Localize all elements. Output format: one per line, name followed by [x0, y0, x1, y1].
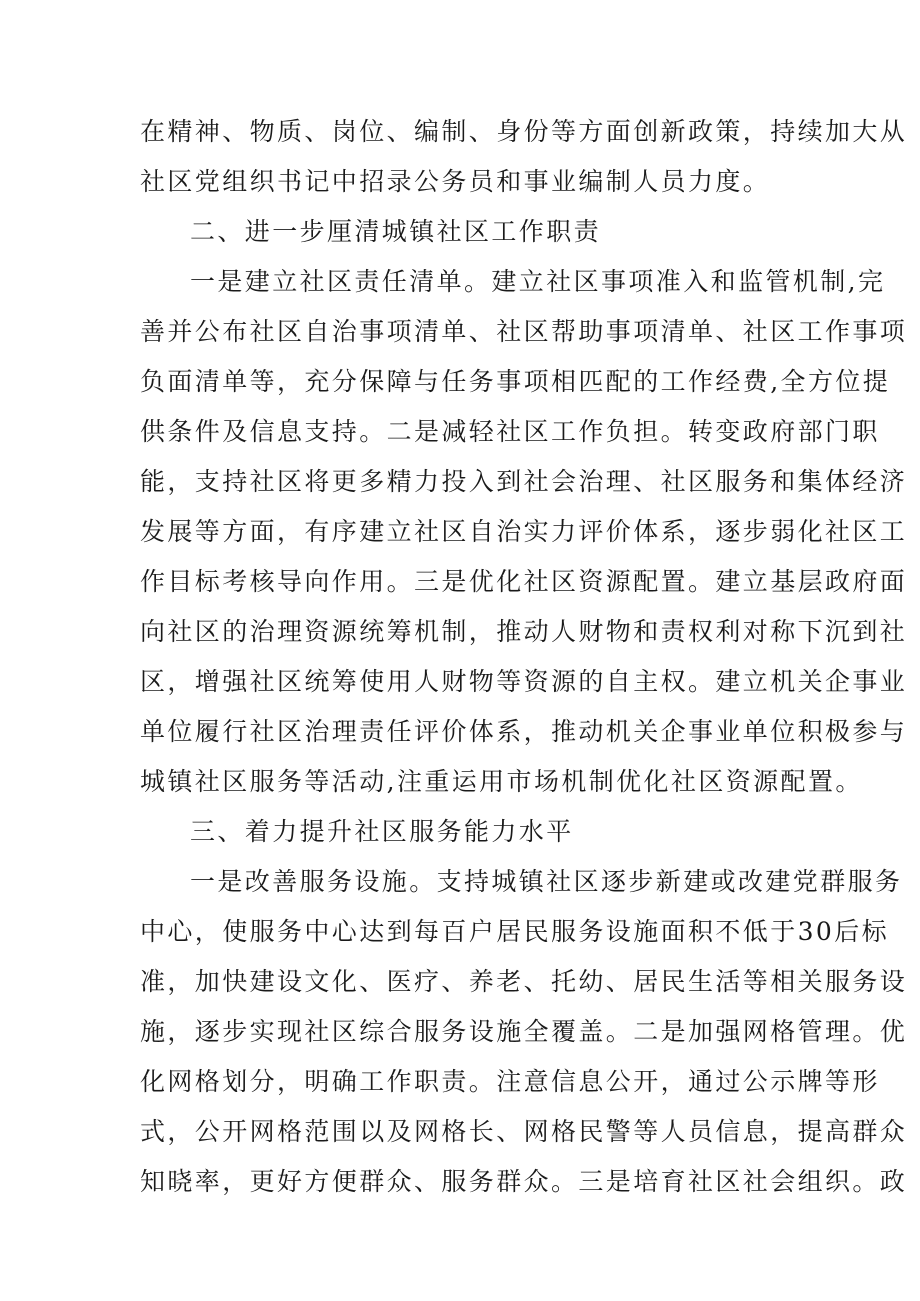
- section-heading: 三、着力提升社区服务能力水平: [190, 817, 574, 846]
- text-line: 知晓率，更好方便群众、服务群众。三是培育社区社会组织。政: [140, 1167, 908, 1196]
- text-line: 准，加快建设文化、医疗、养老、托幼、居民生活等相关服务设: [140, 967, 908, 996]
- text-line: 能，支持社区将更多精力投入到社会治理、社区服务和集体经济: [140, 467, 908, 496]
- text-line: 城镇社区服务等活动,注重运用市场机制优化社区资源配置。: [140, 767, 863, 796]
- text-line: 单位履行社区治理责任评价体系，推动机关企事业单位积极参与: [140, 717, 908, 746]
- text-line: 供条件及信息支持。二是减轻社区工作负担。转变政府部门职: [140, 417, 880, 446]
- text-line: 化网格划分，明确工作职责。注意信息公开，通过公示牌等形: [140, 1067, 880, 1096]
- text-line: 向社区的治理资源统筹机制，推动人财物和责权利对称下沉到社: [140, 617, 908, 646]
- text-line: 式，公开网格范围以及网格长、网格民警等人员信息，提高群众: [140, 1117, 908, 1146]
- text-line: 一是建立社区责任清单。建立社区事项准入和监管机制,完: [190, 267, 886, 296]
- text-line: 在精神、物质、岗位、编制、身份等方面创新政策，持续加大从: [140, 117, 908, 146]
- text-line: 负面清单等，充分保障与任务事项相匹配的工作经费,全方位提: [140, 367, 891, 396]
- text-line: 区，增强社区统筹使用人财物等资源的自主权。建立机关企事业: [140, 667, 908, 696]
- section-heading: 二、进一步厘清城镇社区工作职责: [190, 217, 602, 246]
- text-line: 社区党组织书记中招录公务员和事业编制人员力度。: [140, 167, 771, 196]
- text-line: 施，逐步实现社区综合服务设施全覆盖。二是加强网格管理。优: [140, 1017, 908, 1046]
- text-line: 发展等方面，有序建立社区自治实力评价体系，逐步弱化社区工: [140, 517, 908, 546]
- text-line: 一是改善服务设施。支持城镇社区逐步新建或改建党群服务: [190, 867, 903, 896]
- text-line: 中心，使服务中心达到每百户居民服务设施面积不低于30后标: [140, 917, 890, 946]
- text-line: 作目标考核导向作用。三是优化社区资源配置。建立基层政府面: [140, 567, 908, 596]
- text-line: 善并公布社区自治事项清单、社区帮助事项清单、社区工作事项: [140, 317, 908, 346]
